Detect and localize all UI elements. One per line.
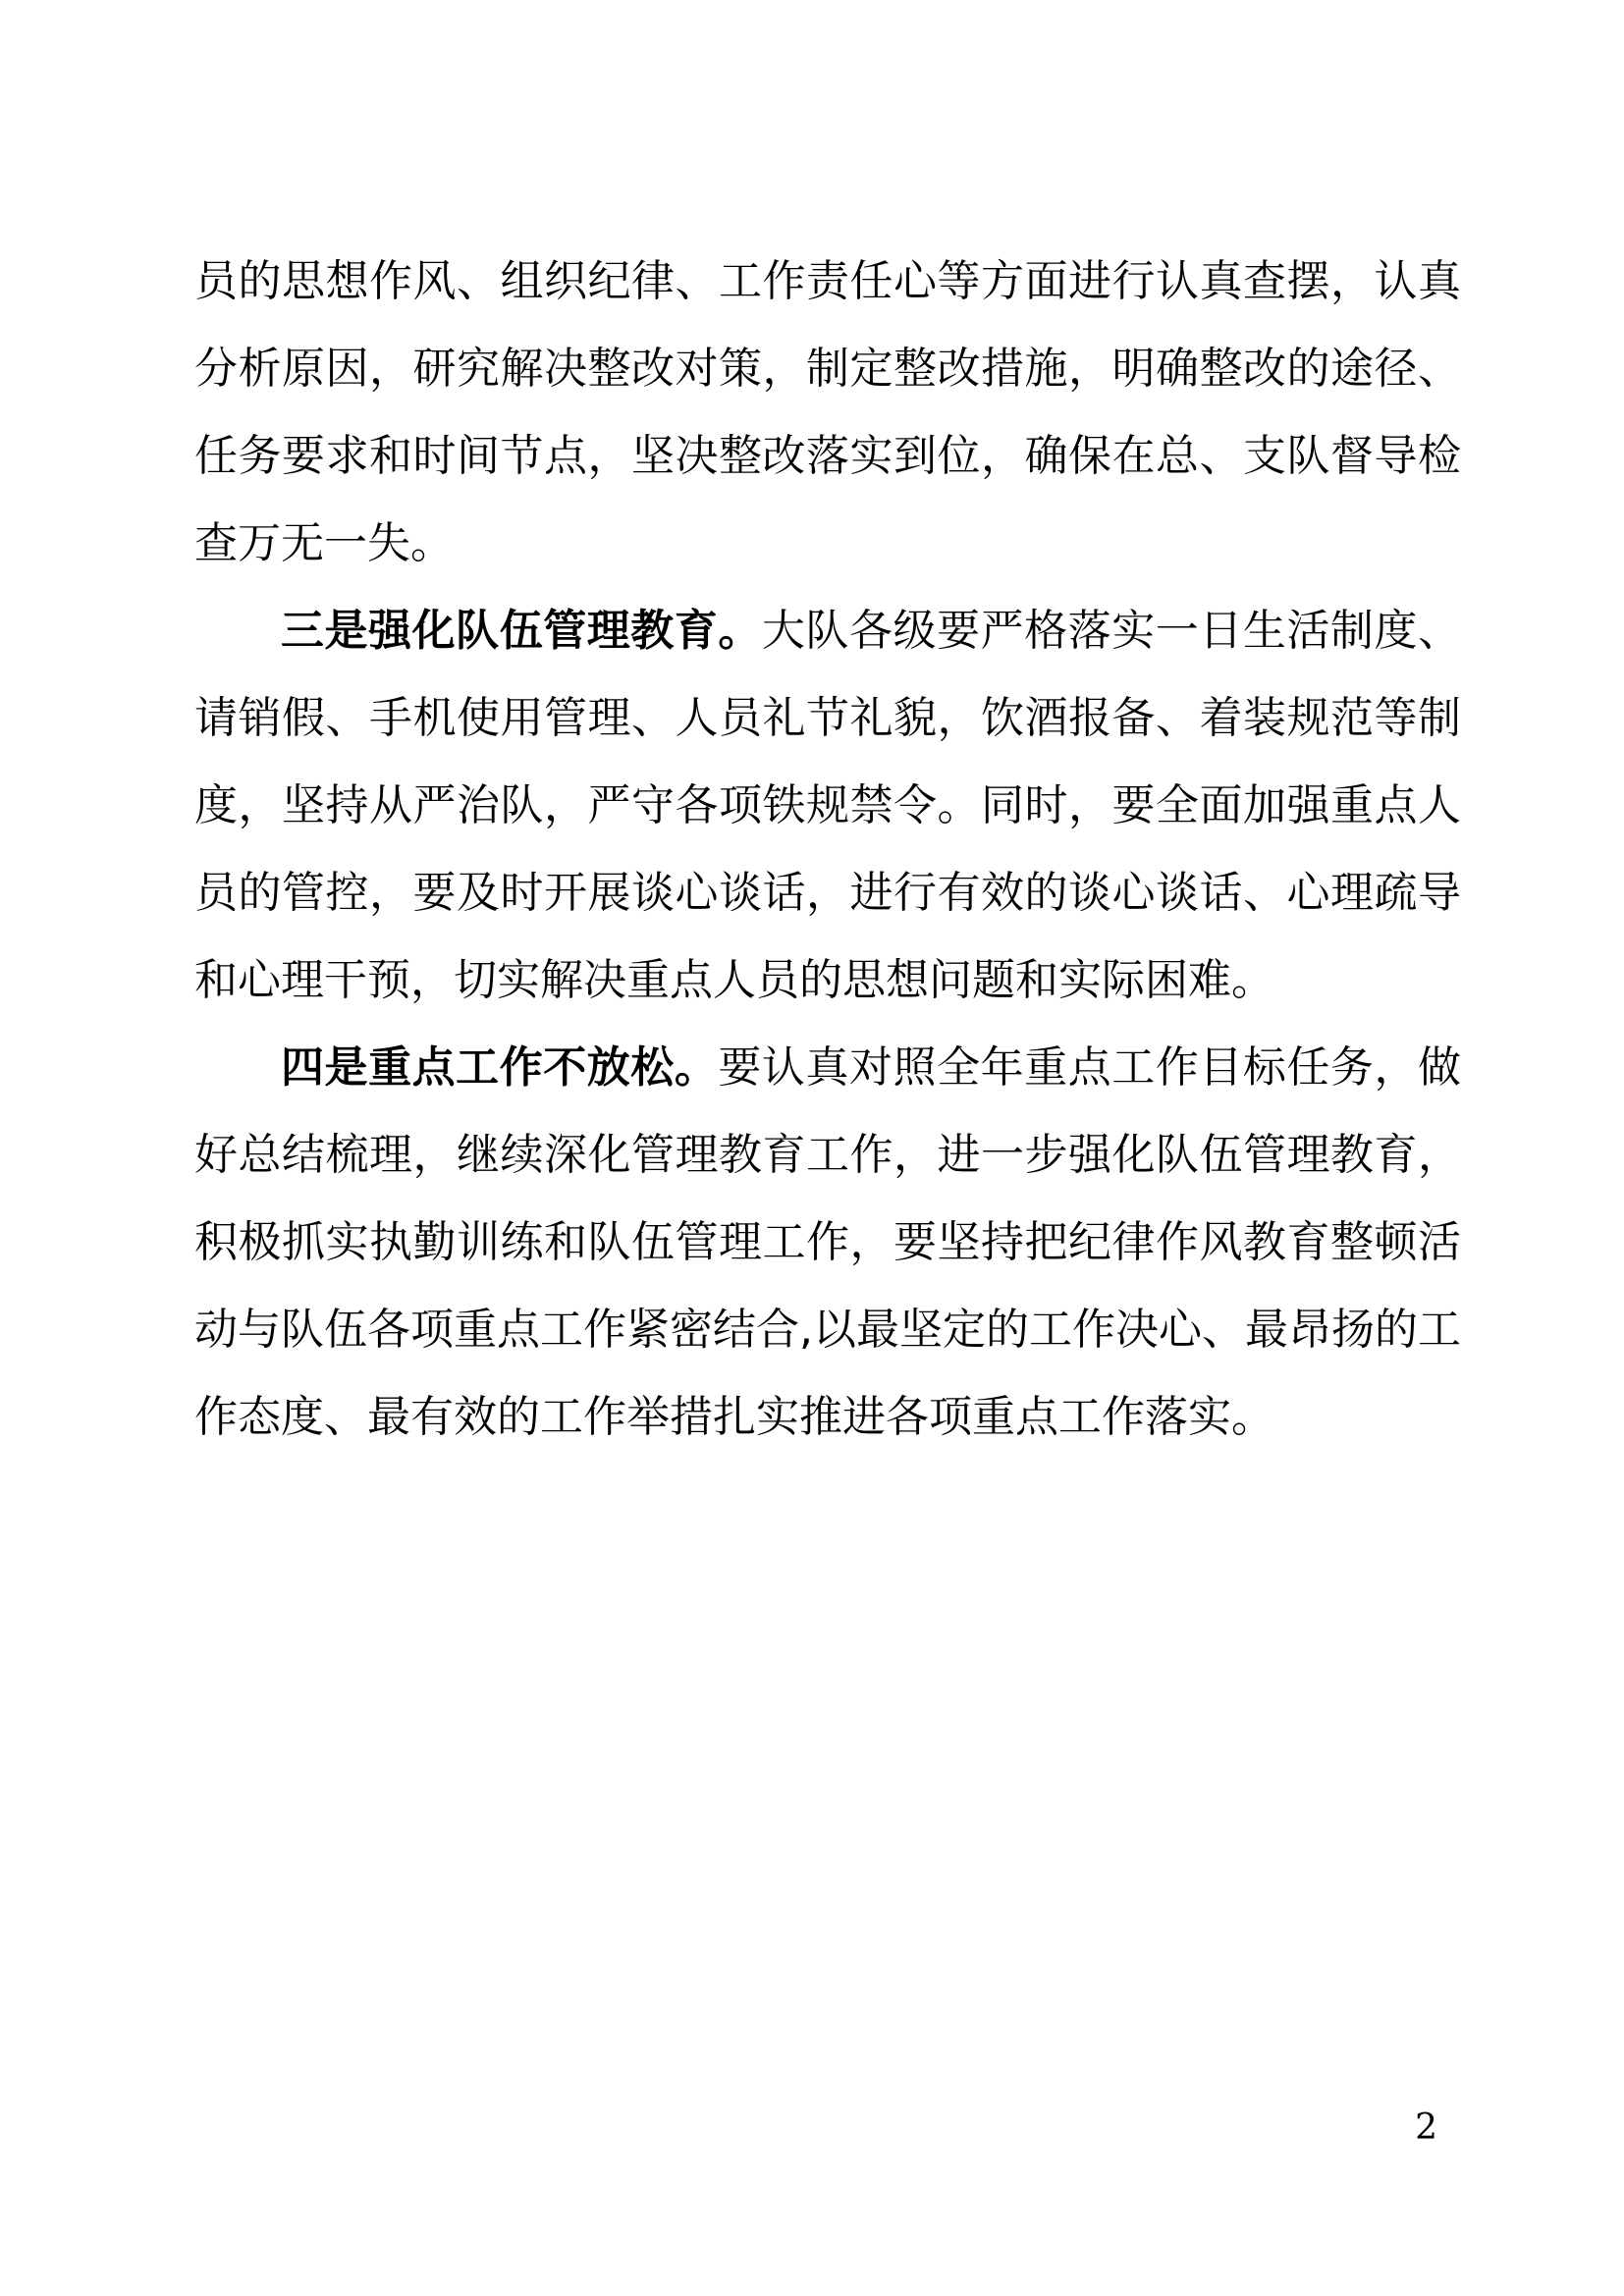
paragraph-continuation: [194, 238, 1461, 587]
paragraph-text: 员的思想作风、组织纪律、工作责任心等方面进行认真查摆，认真分析原因，研究解决整改对策，制定整改措施，明确整改的途径、任务要求和时间节点，坚决整改落实到位，确保在总、支队督导检查万无一失。: [194, 256, 1461, 568]
paragraph-text: 要认真对照全年重点工作目标任务，做好总结梳理，继续深化管理教育工作，进一步强化队伍管理教育，积极抓实执勤训练和队伍管理工作，要坚持把纪律作风教育整顿活动与队伍各项重点工作紧密结合,以最坚定的工作决心、最昂扬的工作态度、最有效的工作举措扎实推进各项重点工作落实。: [194, 1042, 1462, 1442]
paragraph-lead: 四是重点工作不放松。: [281, 1042, 719, 1093]
paragraph-text: 大队各级要严格落实一日生活制度、请销假、手机使用管理、人员礼节礼貌，饮酒报备、着装规范等制度，坚持从严治队，严守各项铁规禁令。同时，要全面加强重点人员的管控，要及时开展谈心谈话，进行有效的谈心谈话、心理疏导和心理干预，切实解决重点人员的思想问题和实际困难。: [194, 606, 1462, 1005]
paragraph-key-work: [194, 1024, 1461, 1461]
paragraph-lead: 三是强化队伍管理教育。: [281, 606, 762, 656]
page-number: 2: [1415, 2108, 1437, 2148]
document-body: [194, 238, 1461, 1461]
paragraph-team-management: [194, 587, 1461, 1024]
